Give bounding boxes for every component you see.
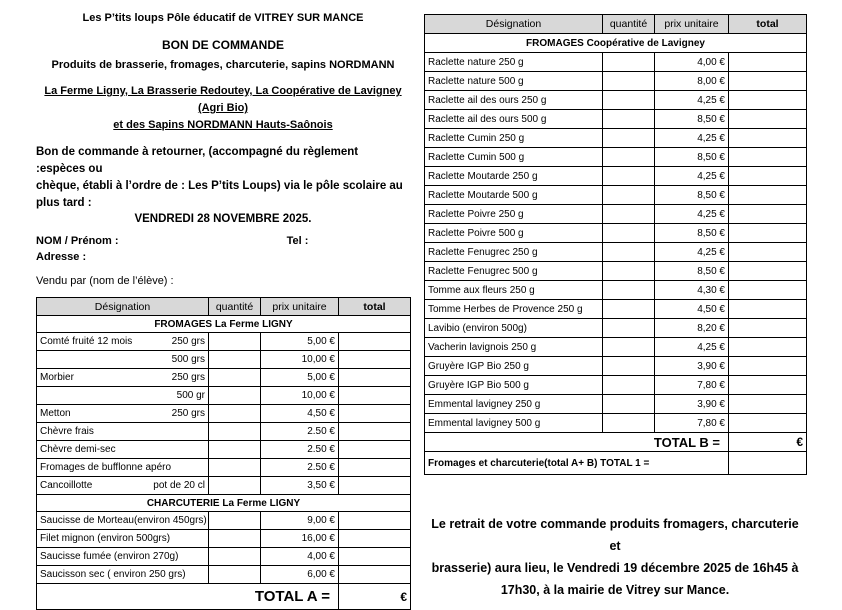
designation-content: [40, 551, 205, 562]
product-designation: Lavibio (environ 500g): [425, 319, 603, 338]
product-designation: Raclette ail des ours 500 g: [425, 110, 603, 129]
product-designation: Vacherin lavignois 250 g: [425, 338, 603, 357]
product-row: [37, 333, 411, 351]
product-designation: Raclette Fenugrec 250 g: [425, 243, 603, 262]
product-designation: [37, 333, 209, 351]
right-column: [410, 0, 807, 595]
row-total-cell: [339, 566, 411, 584]
section-title: CHARCUTERIE La Ferme LIGNY: [37, 495, 411, 512]
product-name: Chèvre demi-sec: [40, 444, 116, 455]
product-row: [37, 351, 411, 369]
quantity-cell: [603, 281, 655, 300]
row-total-cell: [729, 224, 807, 243]
designation-content: [40, 462, 205, 473]
product-name: Morbier: [40, 372, 74, 383]
designation-content: [40, 480, 205, 491]
product-designation: Raclette Cumin 250 g: [425, 129, 603, 148]
quantity-cell: [209, 512, 261, 530]
row-total-cell: [339, 441, 411, 459]
product-row: [425, 205, 807, 224]
product-row: [425, 414, 807, 433]
product-row: [425, 338, 807, 357]
product-row: [425, 53, 807, 72]
unit-price-cell: 10,00 €: [261, 351, 339, 369]
designation-content: [40, 372, 205, 383]
unit-price-cell: 8,50 €: [655, 186, 729, 205]
row-total-cell: [339, 333, 411, 351]
total-b-label: TOTAL B =: [425, 433, 729, 452]
designation-content: [40, 569, 205, 580]
unit-price-cell: 3,90 €: [655, 357, 729, 376]
unit-price-cell: 4,50 €: [261, 405, 339, 423]
column-header-unit-price: prix unitaire: [261, 298, 339, 316]
product-designation: [37, 530, 209, 548]
product-name: Chèvre frais: [40, 426, 94, 437]
row-total-cell: [339, 512, 411, 530]
product-row: [37, 423, 411, 441]
unit-price-cell: 5,00 €: [261, 369, 339, 387]
quantity-cell: [209, 369, 261, 387]
designation-content: [40, 444, 205, 455]
quantity-cell: [603, 148, 655, 167]
quantity-cell: [603, 395, 655, 414]
row-total-cell: [729, 281, 807, 300]
section-header-row: [425, 34, 807, 53]
product-row: [37, 459, 411, 477]
column-header-designation: Désignation: [37, 298, 209, 316]
quantity-cell: [603, 53, 655, 72]
school-title: Les P’tits loups Pôle éducatif de VITREY SUR MANCE: [82, 12, 364, 24]
row-total-cell: [729, 376, 807, 395]
unit-price-cell: 5,00 €: [261, 333, 339, 351]
row-total-cell: [729, 110, 807, 129]
address-label: Adresse :: [36, 251, 87, 263]
suppliers-lines: [36, 83, 410, 134]
row-total-cell: [339, 459, 411, 477]
product-designation: Raclette Poivre 250 g: [425, 205, 603, 224]
row-total-cell: [339, 387, 411, 405]
designation-content: [40, 336, 205, 347]
product-designation: [37, 441, 209, 459]
column-header-designation: Désignation: [425, 15, 603, 34]
unit-price-cell: 8,50 €: [655, 262, 729, 281]
suppliers-line-1: La Ferme Ligny, La Brasserie Redoutey, La Coopérative de Lavigney (Agri Bio): [44, 85, 402, 114]
tel-label: Tel :: [286, 235, 309, 247]
product-row: [425, 167, 807, 186]
product-name: Fromages de bufflonne apéro: [40, 462, 172, 473]
row-total-cell: [729, 395, 807, 414]
product-row: [425, 91, 807, 110]
row-total-cell: [729, 243, 807, 262]
grand-total-row: [425, 452, 807, 475]
product-designation: Raclette ail des ours 250 g: [425, 91, 603, 110]
quantity-cell: [603, 186, 655, 205]
product-size: 500 gr: [176, 390, 205, 401]
product-designation: Raclette nature 500 g: [425, 72, 603, 91]
column-header-unit-price: prix unitaire: [655, 15, 729, 34]
quantity-cell: [209, 423, 261, 441]
row-total-cell: [729, 53, 807, 72]
unit-price-cell: 4,00 €: [261, 548, 339, 566]
unit-price-cell: 2.50 €: [261, 459, 339, 477]
designation-content: [40, 390, 205, 401]
product-designation: [37, 548, 209, 566]
product-designation: [37, 405, 209, 423]
row-total-cell: [729, 129, 807, 148]
quantity-cell: [603, 376, 655, 395]
left-column-content: [36, 12, 410, 610]
row-total-cell: [339, 477, 411, 495]
unit-price-cell: 2.50 €: [261, 441, 339, 459]
row-total-cell: [729, 338, 807, 357]
product-designation: Gruyère IGP Bio 500 g: [425, 376, 603, 395]
product-name: Filet mignon (environ 500grs): [40, 533, 171, 544]
column-header-quantity: quantité: [209, 298, 261, 316]
unit-price-cell: 8,00 €: [655, 72, 729, 91]
total-a-currency: €: [339, 584, 411, 610]
quantity-cell: [603, 300, 655, 319]
name-label: NOM / Prénom :: [36, 235, 119, 247]
total-a-label: TOTAL A =: [37, 584, 339, 610]
right-table-header-row: [425, 15, 807, 34]
return-instructions-line-1: Bon de commande à retourner, (accompagné du règlement :espèces ou: [36, 146, 359, 175]
row-total-cell: [339, 405, 411, 423]
designation-content: [40, 533, 205, 544]
product-row: [37, 369, 411, 387]
product-row: [425, 281, 807, 300]
product-row: [425, 300, 807, 319]
column-header-quantity: quantité: [603, 15, 655, 34]
row-total-cell: [339, 530, 411, 548]
quantity-cell: [603, 243, 655, 262]
section-title: FROMAGES Coopérative de Lavigney: [425, 34, 807, 53]
product-designation: [37, 369, 209, 387]
row-total-cell: [339, 369, 411, 387]
product-designation: Raclette Cumin 500 g: [425, 148, 603, 167]
product-designation: Raclette Moutarde 500 g: [425, 186, 603, 205]
product-designation: [37, 387, 209, 405]
seller-label: Vendu par (nom de l’élève) :: [36, 275, 174, 287]
unit-price-cell: 2.50 €: [261, 423, 339, 441]
unit-price-cell: 4,25 €: [655, 167, 729, 186]
product-row: [425, 243, 807, 262]
section-title: FROMAGES La Ferme LIGNY: [37, 316, 411, 333]
row-total-cell: [729, 357, 807, 376]
product-row: [425, 262, 807, 281]
unit-price-cell: 8,50 €: [655, 148, 729, 167]
product-row: [37, 512, 411, 530]
left-column: [0, 0, 410, 605]
products-subtitle: Produits de brasserie, fromages, charcuterie, sapins NORDMANN: [51, 59, 395, 71]
product-designation: [37, 351, 209, 369]
product-row: [425, 224, 807, 243]
total-a-row: [37, 584, 411, 610]
product-size: 250 grs: [171, 336, 205, 347]
product-row: [425, 110, 807, 129]
quantity-cell: [603, 91, 655, 110]
row-total-cell: [729, 186, 807, 205]
product-designation: Raclette Fenugrec 500 g: [425, 262, 603, 281]
grand-total-cell: [729, 452, 807, 475]
designation-content: [40, 515, 205, 526]
row-total-cell: [339, 423, 411, 441]
quantity-cell: [209, 548, 261, 566]
product-name: Saucisson sec ( environ 250 grs): [40, 569, 186, 580]
designation-content: [40, 354, 205, 365]
product-designation: [37, 459, 209, 477]
product-designation: Tomme aux fleurs 250 g: [425, 281, 603, 300]
unit-price-cell: 3,90 €: [655, 395, 729, 414]
product-row: [425, 148, 807, 167]
unit-price-cell: 6,00 €: [261, 566, 339, 584]
quantity-cell: [209, 387, 261, 405]
left-table-header-row: [37, 298, 411, 316]
product-designation: Raclette nature 250 g: [425, 53, 603, 72]
row-total-cell: [729, 300, 807, 319]
unit-price-cell: 4,00 €: [655, 53, 729, 72]
quantity-cell: [603, 357, 655, 376]
row-total-cell: [729, 262, 807, 281]
unit-price-cell: 9,00 €: [261, 512, 339, 530]
column-header-total: total: [339, 298, 411, 316]
quantity-cell: [603, 262, 655, 281]
product-name: Saucisse fumée (environ 270g): [40, 551, 179, 562]
product-row: [37, 548, 411, 566]
quantity-cell: [603, 110, 655, 129]
unit-price-cell: 3,50 €: [261, 477, 339, 495]
quantity-cell: [209, 333, 261, 351]
column-header-total: total: [729, 15, 807, 34]
product-size: pot de 20 cl: [153, 480, 205, 491]
unit-price-cell: 8,20 €: [655, 319, 729, 338]
product-row: [37, 477, 411, 495]
pickup-note-line-1: Le retrait de votre commande produits fromagers, charcuterie et: [431, 517, 799, 553]
section-header-row: [37, 495, 411, 512]
unit-price-cell: 4,25 €: [655, 91, 729, 110]
unit-price-cell: 10,00 €: [261, 387, 339, 405]
product-designation: Raclette Poivre 500 g: [425, 224, 603, 243]
quantity-cell: [603, 129, 655, 148]
product-row: [425, 395, 807, 414]
quantity-cell: [603, 338, 655, 357]
row-total-cell: [729, 319, 807, 338]
row-total-cell: [729, 414, 807, 433]
product-name: Cancoillotte: [40, 480, 93, 491]
product-row: [425, 357, 807, 376]
unit-price-cell: 8,50 €: [655, 110, 729, 129]
pickup-note-line-2: brasserie) aura lieu, le Vendredi 19 décembre 2025 de 16h45 à: [431, 561, 799, 575]
ligny-order-table: [36, 297, 411, 610]
product-row: [425, 129, 807, 148]
unit-price-cell: 7,80 €: [655, 414, 729, 433]
row-total-cell: [729, 205, 807, 224]
product-designation: Tomme Herbes de Provence 250 g: [425, 300, 603, 319]
unit-price-cell: 4,25 €: [655, 205, 729, 224]
product-row: [37, 530, 411, 548]
product-designation: [37, 566, 209, 584]
quantity-cell: [209, 351, 261, 369]
quantity-cell: [209, 530, 261, 548]
product-size: 250 grs: [171, 372, 205, 383]
grand-total-label: Fromages et charcuterie(total A+ B) TOTAL 1 =: [425, 452, 729, 475]
product-row: [37, 441, 411, 459]
total-b-currency: €: [729, 433, 807, 452]
product-designation: [37, 477, 209, 495]
product-designation: Emmental lavigney 500 g: [425, 414, 603, 433]
pickup-note-line-3: 17h30, à la mairie de Vitrey sur Mance.: [500, 583, 730, 597]
row-total-cell: [729, 167, 807, 186]
quantity-cell: [603, 205, 655, 224]
product-designation: Gruyère IGP Bio 250 g: [425, 357, 603, 376]
quantity-cell: [209, 477, 261, 495]
unit-price-cell: 4,30 €: [655, 281, 729, 300]
quantity-cell: [603, 224, 655, 243]
product-size: 500 grs: [171, 354, 205, 365]
unit-price-cell: 16,00 €: [261, 530, 339, 548]
row-total-cell: [339, 548, 411, 566]
product-designation: Emmental lavigney 250 g: [425, 395, 603, 414]
row-total-cell: [729, 72, 807, 91]
product-row: [425, 319, 807, 338]
quantity-cell: [209, 441, 261, 459]
product-name: Metton: [40, 408, 71, 419]
total-b-row: [425, 433, 807, 452]
suppliers-line-2: et des Sapins NORDMANN Hauts-Saônois: [113, 119, 333, 131]
unit-price-cell: 8,50 €: [655, 224, 729, 243]
unit-price-cell: 4,50 €: [655, 300, 729, 319]
unit-price-cell: 7,80 €: [655, 376, 729, 395]
product-row: [37, 387, 411, 405]
product-row: [425, 376, 807, 395]
form-title: BON DE COMMANDE: [162, 38, 284, 52]
product-row: [425, 186, 807, 205]
designation-content: [40, 426, 205, 437]
unit-price-cell: 4,25 €: [655, 338, 729, 357]
product-designation: [37, 423, 209, 441]
designation-content: [40, 408, 205, 419]
pickup-note: [424, 513, 806, 601]
return-instructions-line-2: chèque, établi à l’ordre de : Les P’tits Loups) via le pôle scolaire au plus tard :: [36, 180, 403, 209]
section-header-row: [37, 316, 411, 333]
unit-price-cell: 4,25 €: [655, 129, 729, 148]
quantity-cell: [603, 414, 655, 433]
row-total-cell: [729, 91, 807, 110]
quantity-cell: [603, 167, 655, 186]
row-total-cell: [339, 351, 411, 369]
product-row: [37, 566, 411, 584]
quantity-cell: [209, 405, 261, 423]
product-row: [37, 405, 411, 423]
unit-price-cell: 4,25 €: [655, 243, 729, 262]
quantity-cell: [209, 566, 261, 584]
name-tel-row: [36, 235, 410, 247]
product-row: [425, 72, 807, 91]
deadline-text: VENDREDI 28 NOVEMBRE 2025.: [134, 213, 312, 225]
quantity-cell: [603, 72, 655, 91]
product-name: Saucisse de Morteau(environ 450grs): [40, 515, 207, 526]
product-size: 250 grs: [171, 408, 205, 419]
row-total-cell: [729, 148, 807, 167]
product-designation: Raclette Moutarde 250 g: [425, 167, 603, 186]
product-designation: [37, 512, 209, 530]
quantity-cell: [603, 319, 655, 338]
quantity-cell: [209, 459, 261, 477]
return-instructions: [36, 144, 410, 212]
product-name: Comté fruité 12 mois: [40, 336, 133, 347]
lavigney-order-table: [424, 14, 807, 475]
